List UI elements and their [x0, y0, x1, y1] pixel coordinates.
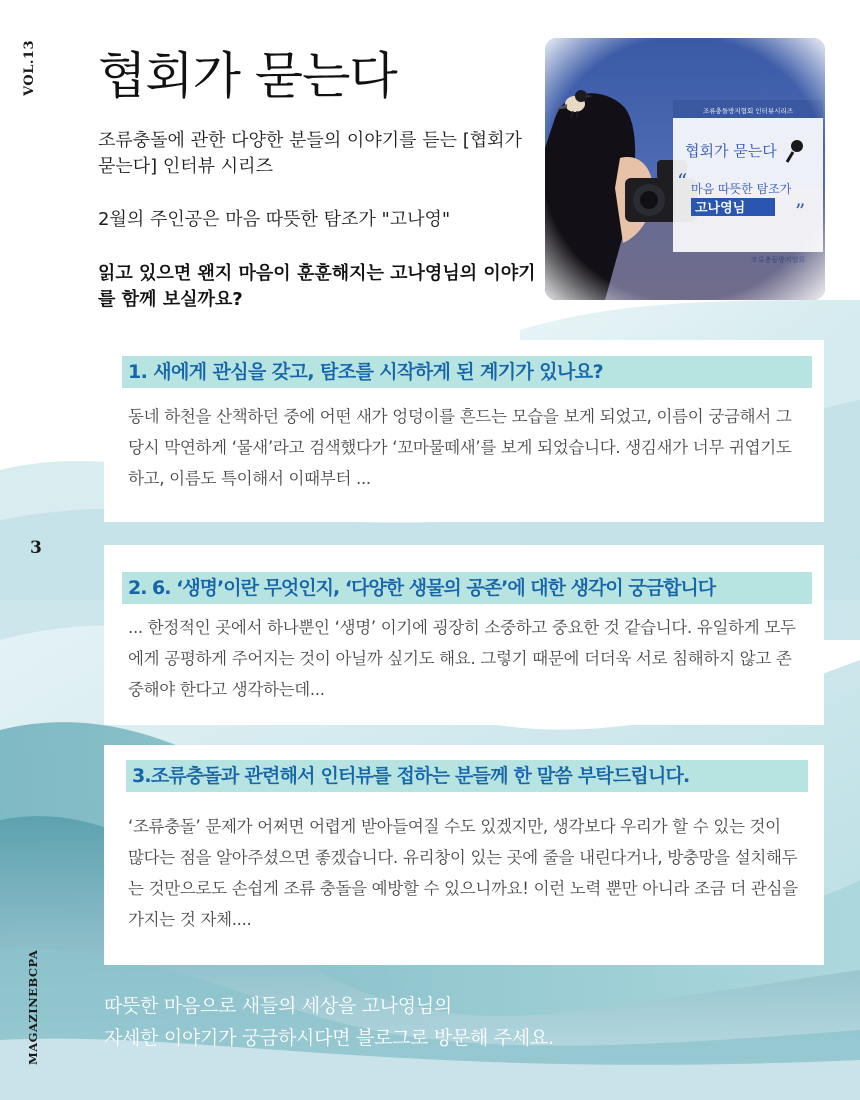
- intro-guest-text: 2월의 주인공은 마음 따뜻한 탐조가 "고나영": [98, 209, 451, 230]
- answer-2: ... 한정적인 곳에서 하나뿐인 ‘생명’ 이기에 굉장히 소중하고 중요한 것 같습니다. 유일하게 모두에게 공평하게 주어지는 것이 아닐까 싶기도 해요. 그렇기 때문에 더더욱 서로 침해하지 않고 존중해야 한다고 생각하는데...: [128, 618, 796, 699]
- interview-photo: [545, 38, 825, 300]
- issue-label: VOL.13: [22, 40, 37, 96]
- closing-line-2: 자세한 이야기가 궁금하시다면 블로그로 방문해 주세요.: [104, 1027, 554, 1049]
- question-3: 3.조류충돌과 관련해서 인터뷰를 접하는 분들께 한 말씀 부탁드립니다.: [126, 760, 808, 792]
- qa-card-1: [104, 340, 824, 522]
- qa-card-3: [104, 745, 824, 965]
- magazine-label: MAGAZINEBCPA: [26, 949, 40, 1065]
- page-number: 3: [30, 538, 42, 558]
- closing-line-1: 따뜻한 마음으로 새들의 세상을 고나영님의: [104, 995, 452, 1017]
- page-title: 협회가 묻는다: [98, 47, 397, 105]
- intro-invite-text: 읽고 있으면 왠지 마음이 훈훈해지는 고나영님의 이야기를 함께 보실까요?: [98, 263, 536, 310]
- intro-series-text: 조류충돌에 관한 다양한 분들의 이야기를 듣는 [협회가 묻는다] 인터뷰 시리즈: [98, 130, 522, 177]
- answer-1: 동네 하천을 산책하던 중에 어떤 새가 엉덩이를 흔드는 모습을 보게 되었고, 이름이 궁금해서 그 당시 막연하게 ‘물새’라고 검색했다가 ‘꼬마물떼새’를 보게 되었습니다. 생김새가 너무 귀엽기도 하고, 이름도 특이해서 이때부터 ...: [128, 407, 792, 488]
- closing-message: [104, 990, 744, 1054]
- answer-3: ‘조류충돌’ 문제가 어쩌면 어렵게 받아들여질 수도 있겠지만, 생각보다 우리가 할 수 있는 것이 많다는 점을 알아주셨으면 좋겠습니다. 유리창이 있는 곳에 줄을 내린다거나, 방충망을 설치해두는 것만으로도 손쉽게 조류 충돌을 예방할 수 있으니까요! 이런 노력 뿐만 아니라 조금 더 관심을 가지는 것 자체....: [128, 817, 798, 929]
- question-2: 2. 6. ‘생명’이란 무엇인지, ‘다양한 생물의 공존’에 대한 생각이 궁금합니다: [122, 572, 812, 604]
- qa-card-2: [104, 545, 824, 725]
- question-1: 1. 새에게 관심을 갖고, 탐조를 시작하게 된 계기가 있나요?: [122, 356, 812, 388]
